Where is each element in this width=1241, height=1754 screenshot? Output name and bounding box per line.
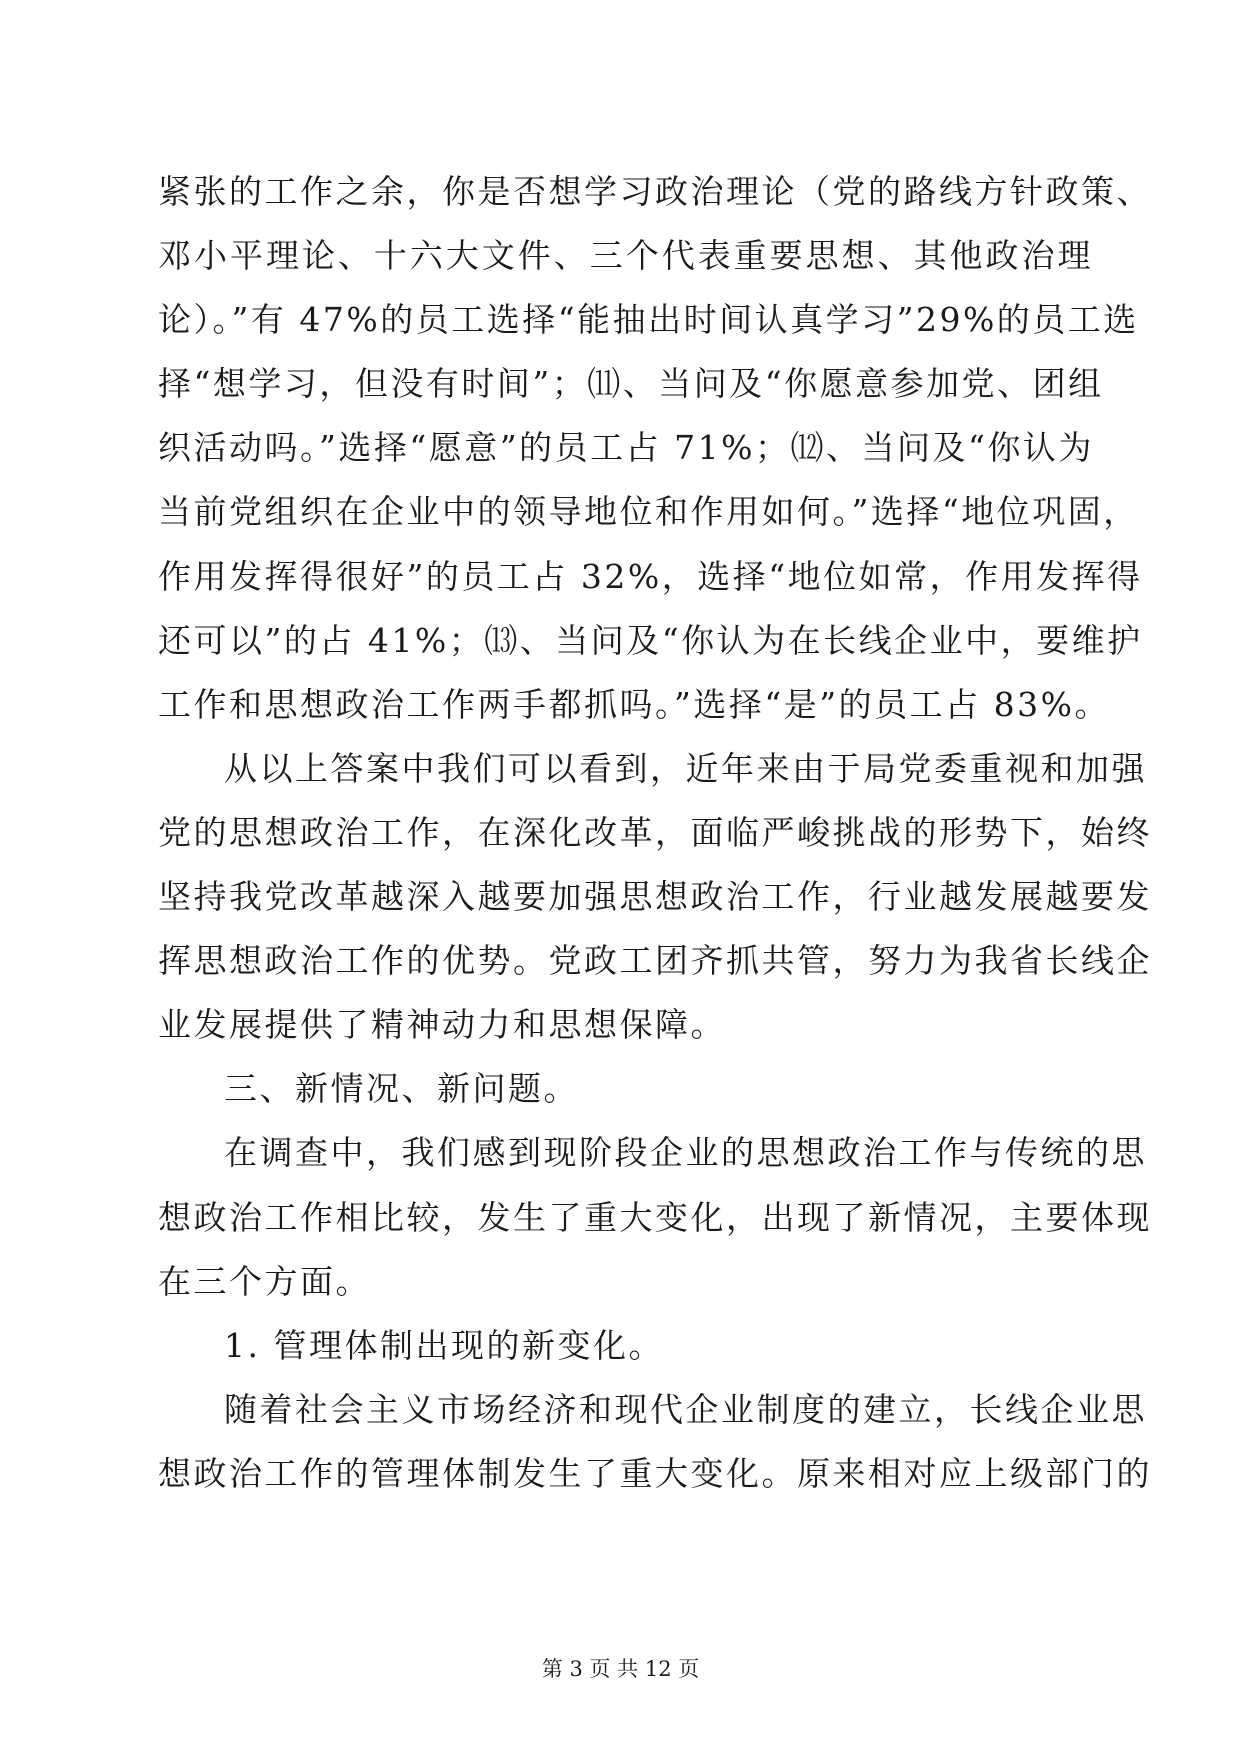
text-line: 业发展提供了精神动力和思想保障。 — [158, 1005, 726, 1045]
text-line: 从以上答案中我们可以看到，近年来由于局党委重视和加强 — [224, 748, 1147, 788]
text-line: 党的思想政治工作，在深化改革，面临严峻挑战的形势下，始终 — [158, 812, 1152, 852]
page-number-footer: 第 3 页 共 12 页 — [541, 1657, 700, 1681]
text-line: 还可以”的占 41%；⒀、当问及“你认为在长线企业中，要维护 — [158, 620, 1143, 660]
text-line: 作用发挥得很好”的员工占 32%，选择“地位如常，作用发挥得 — [158, 556, 1143, 596]
text-line: 坚持我党改革越深入越要加强思想政治工作，行业越发展越要发 — [158, 877, 1152, 917]
text-line: 织活动吗。”选择“愿意”的员工占 71%；⑿、当问及“你认为 — [158, 428, 1094, 468]
text-line: 当前党组织在企业中的领导地位和作用如何。”选择“地位巩固， — [158, 492, 1139, 532]
text-line: 想政治工作相比较，发生了重大变化，出现了新情况，主要体现 — [158, 1197, 1152, 1237]
text-line: 邓小平理论、十六大文件、三个代表重要思想、其他政治理 — [158, 236, 1093, 276]
text-line: 在调查中，我们感到现阶段企业的思想政治工作与传统的思 — [224, 1133, 1147, 1173]
text-line: 想政治工作的管理体制发生了重大变化。原来相对应上级部门的 — [158, 1453, 1152, 1493]
text-line: 随着社会主义市场经济和现代企业制度的建立，长线企业思 — [224, 1389, 1147, 1429]
text-line: 紧张的工作之余，你是否想学习政治理论（党的路线方针政策、 — [158, 172, 1152, 211]
document-body — [158, 160, 1152, 1506]
text-line: 工作和思想政治工作两手都抓吗。”选择“是”的员工占 83%。 — [158, 684, 1110, 724]
text-line: 论）。”有 47%的员工选择“能抽出时间认真学习”29%的员工选 — [158, 300, 1139, 340]
section-heading: 三、新情况、新问题。 — [224, 1069, 579, 1109]
text-line: 择“想学习，但没有时间”；⑾、当问及“你愿意参加党、团组 — [158, 364, 1104, 404]
text-line: 在三个方面。 — [158, 1261, 371, 1301]
text-line: 挥思想政治工作的优势。党政工团齐抓共管，努力为我省长线企 — [158, 941, 1152, 981]
subsection-heading: 1. 管理体制出现的新变化。 — [224, 1325, 664, 1365]
